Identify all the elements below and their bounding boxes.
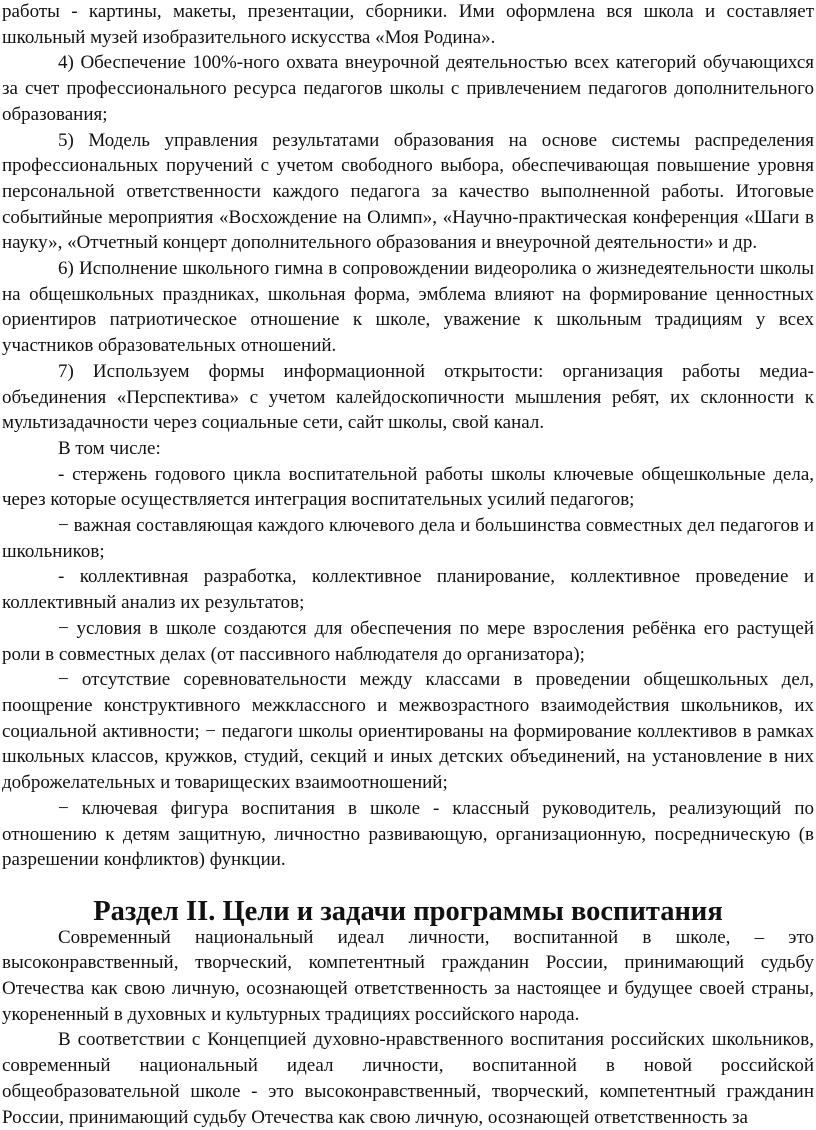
paragraph: В том числе: — [58, 437, 161, 459]
paragraph: - стержень годового цикла воспитательной работы школы ключевые общешкольные дела, через которые осуществляется интеграция воспитательных усилий педагогов; — [2, 463, 814, 511]
body-text-upper — [2, 0, 814, 873]
paragraph: − важная составляющая каждого ключевого дела и большинства совместных дел педагогов и школьников; — [2, 515, 814, 562]
paragraph: 6) Исполнение школьного гимна в сопровождении видеоролика о жизнедеятельности школы на общешкольных праздниках, школьная форма, эмблема влияют на формирование ценностных ориентиров патриотическое отношение к школе, уважение к школьным традициям у всех участников образовательных отношений. — [2, 258, 814, 357]
paragraph: − отсутствие соревновательности между классами в проведении общешкольных дел, поощрение конструктивного межклассного и межвозрастного взаимодействия школьников, их социальной активности; − педагоги школы ориентированы на формирование коллективов в рамках школьных классов, кружков, студий, секций и иных детских объединений, на установление в них доброжелательных и товарищеских взаимоотношений; — [2, 669, 814, 794]
section-gap — [2, 873, 814, 899]
body-text-lower — [2, 925, 814, 1130]
paragraph: 7) Используем формы информационной открытости: организация работы медиа-объединения «Перспектива» с учетом калейдоскопичности мышления ребят, их склонности к мультизадачности через социальные сети, сайт школы, свой канал. — [2, 360, 814, 434]
paragraph: В соответствии с Концепцией духовно-нравственного воспитания российских школьников, современный национальный идеал личности, воспитанной в новой российской общеобразовательной школе - это высоконравственный, творческий, компетентный гражданин России, принимающий судьбу Отечества как свою личную, осознающей ответственность за — [2, 1029, 814, 1128]
section-title: Раздел II. Цели и задачи программы воспитания — [93, 895, 723, 927]
paragraph: − условия в школе создаются для обеспечения по мере взросления ребёнка его растущей роли в совместных делах (от пассивного наблюдателя до организатора); — [2, 617, 814, 665]
paragraph: Современный национальный идеал личности, воспитанной в школе, – это высоконравственный, творческий, компетентный гражданин России, принимающий судьбу Отечества как свою личную, осознающей ответственность за настоящее и будущее своей страны, укорененный в духовных и культурных традициях российского народа. — [2, 926, 814, 1025]
paragraph: − ключевая фигура воспитания в школе - классный руководитель, реализующий по отношению к детям защитную, личностно развивающую, организационную, посредническую (в разрешении конфликтов) функции. — [2, 797, 814, 871]
paragraph: работы - картины, макеты, презентации, сборники. Ими оформлена вся школа и составляет школьный музей изобразительного искусства «Моя Родина». — [2, 1, 814, 48]
paragraph: - коллективная разработка, коллективное планирование, коллективное проведение и коллективный анализ их результатов; — [2, 566, 814, 614]
paragraph: 4) Обеспечение 100%-ного охвата внеурочной деятельностью всех категорий обучающихся за счет профессионального ресурса педагогов школы с привлечением педагогов дополнительного образования; — [2, 52, 814, 125]
paragraph: 5) Модель управления результатами образования на основе системы распределения профессиональных поручений с учетом свободного выбора, обеспечивающая повышение уровня персональной ответственности каждого педагога за качество выполненной работы. Итоговые событийные мероприятия «Восхождение на Олимп», «Научно-практическая конференция «Шаги в науку», «Отчетный концерт дополнительного образования и внеурочной деятельности» и др. — [2, 129, 814, 254]
